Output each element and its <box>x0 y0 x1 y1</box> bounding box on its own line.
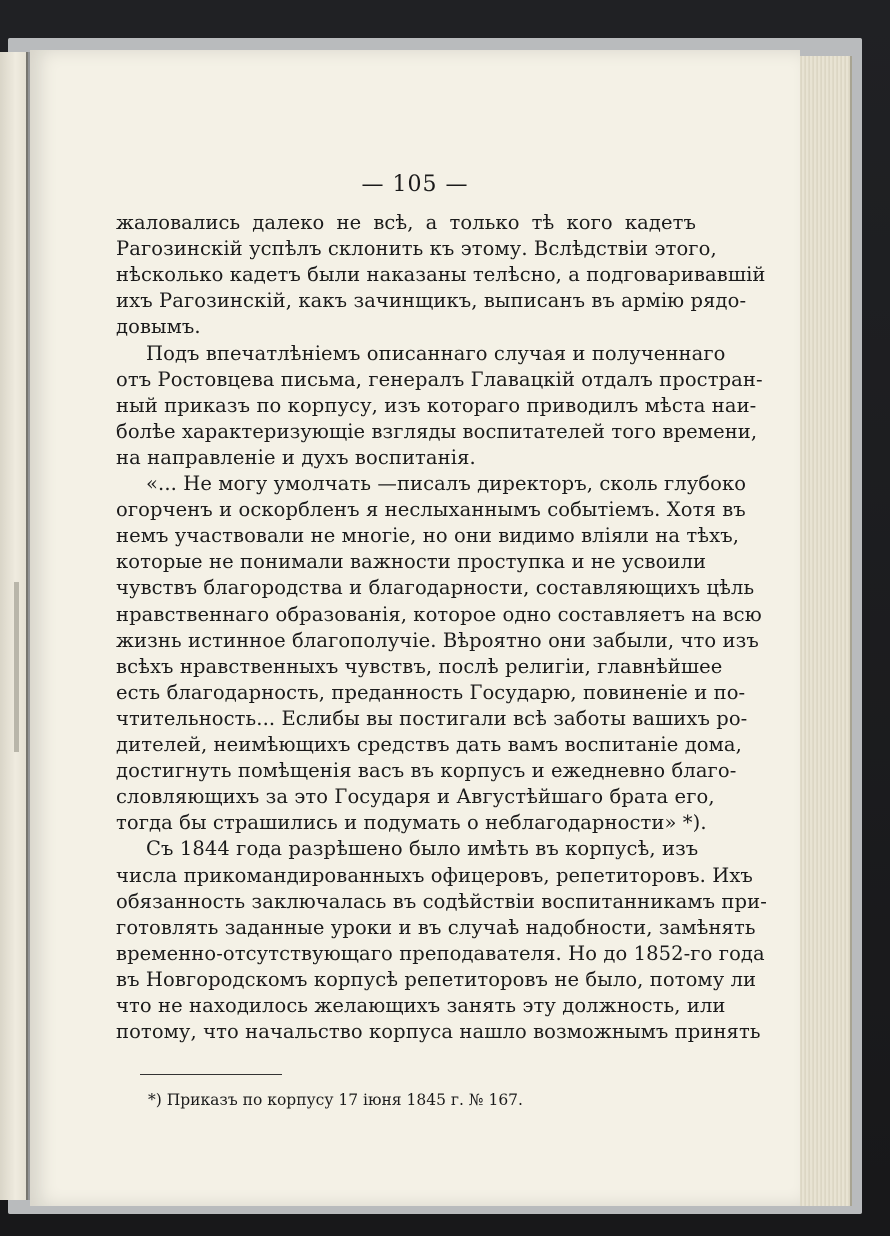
text-line: потому, что начальство корпуса нашло возможнымъ принять <box>116 1020 761 1044</box>
book-page <box>30 50 800 1206</box>
text-line: жизнь истинное благополучіе. Вѣроятно они забыли, что изъ <box>116 628 759 652</box>
text-line: отъ Ростовцева письма, генералъ Главацкій отдалъ простран- <box>116 367 763 391</box>
text-line: которые не понимали важности проступка и не усвоили <box>116 550 707 574</box>
facing-page-edge <box>0 52 28 1200</box>
text-line: временно-отсутствующаго преподавателя. Но до 1852-го года <box>116 941 765 965</box>
text-line: Рагозинскій успѣлъ склонить къ этому. Вслѣдствіи этого, <box>116 237 717 261</box>
text-line: Подъ впечатлѣніемъ описаннаго случая и полученнаго <box>146 341 726 365</box>
text-line: нравственнаго образованія, которое одно составляетъ на всю <box>116 602 762 626</box>
text-line: числа прикомандированныхъ офицеровъ, репетиторовъ. Ихъ <box>116 863 753 887</box>
footnote-rule <box>140 1074 282 1075</box>
text-line: чтительность... Еслибы вы постигали всѣ заботы вашихъ ро- <box>116 706 748 730</box>
text-line: обязанность заключалась въ содѣйствіи воспитанникамъ при- <box>116 889 767 913</box>
text-line: словляющихъ за это Государя и Августѣйшаго брата его, <box>116 785 715 809</box>
text-line: немъ участвовали не многіе, но они видимо вліяли на тѣхъ, <box>116 524 740 548</box>
text-line: нѣсколько кадетъ были наказаны телѣсно, а подговаривавшій <box>116 263 766 287</box>
page-edges <box>798 56 852 1206</box>
footnote: *) Приказъ по корпусу 17 іюня 1845 г. № 167. <box>148 1091 523 1109</box>
text-line: на направленіе и духъ воспитанія. <box>116 445 476 469</box>
text-line: «... Не могу умолчать —писалъ директоръ, сколь глубоко <box>146 472 747 495</box>
text-line: ный приказъ по корпусу, изъ котораго приводилъ мѣста наи- <box>116 393 757 417</box>
text-line: ихъ Рагозинскій, какъ зачинщикъ, выписанъ въ армію рядо- <box>116 289 747 313</box>
text-line: чувствъ благородства и благодарности, составляющихъ цѣль <box>116 576 755 600</box>
text-line: что не находилось желающихъ занять эту должность, или <box>116 994 726 1017</box>
text-line: огорченъ и оскорбленъ я неслыханнымъ событіемъ. Хотя въ <box>116 498 746 522</box>
text-line: жаловались далеко не всѣ, а только тѣ кого кадетъ <box>116 211 696 234</box>
page-number: — 105 — <box>361 172 469 197</box>
text-line: всѣхъ нравственныхъ чувствъ, послѣ религіи, главнѣйшее <box>116 654 723 678</box>
text-line: дителей, неимѣющихъ средствъ дать вамъ воспитаніе дома, <box>116 733 742 756</box>
text-line: есть благодарность, преданность Государю, повиненіе и по- <box>116 680 746 704</box>
text-line: тогда бы страшились и подумать о неблагодарности» *). <box>116 811 707 835</box>
text-line: достигнуть помѣщенія васъ въ корпусъ и ежедневно благо- <box>116 759 737 783</box>
text-line: готовлять заданные уроки и въ случаѣ надобности, замѣнять <box>116 915 756 939</box>
binding-thread <box>14 582 19 752</box>
text-line: въ Новгородскомъ корпусѣ репетиторовъ не было, потому ли <box>116 967 757 991</box>
text-line: Съ 1844 года разрѣшено было имѣть въ корпусѣ, изъ <box>146 837 699 861</box>
text-line: болѣе характеризующіе взгляды воспитателей того времени, <box>116 419 758 443</box>
text-line: довымъ. <box>116 315 201 339</box>
